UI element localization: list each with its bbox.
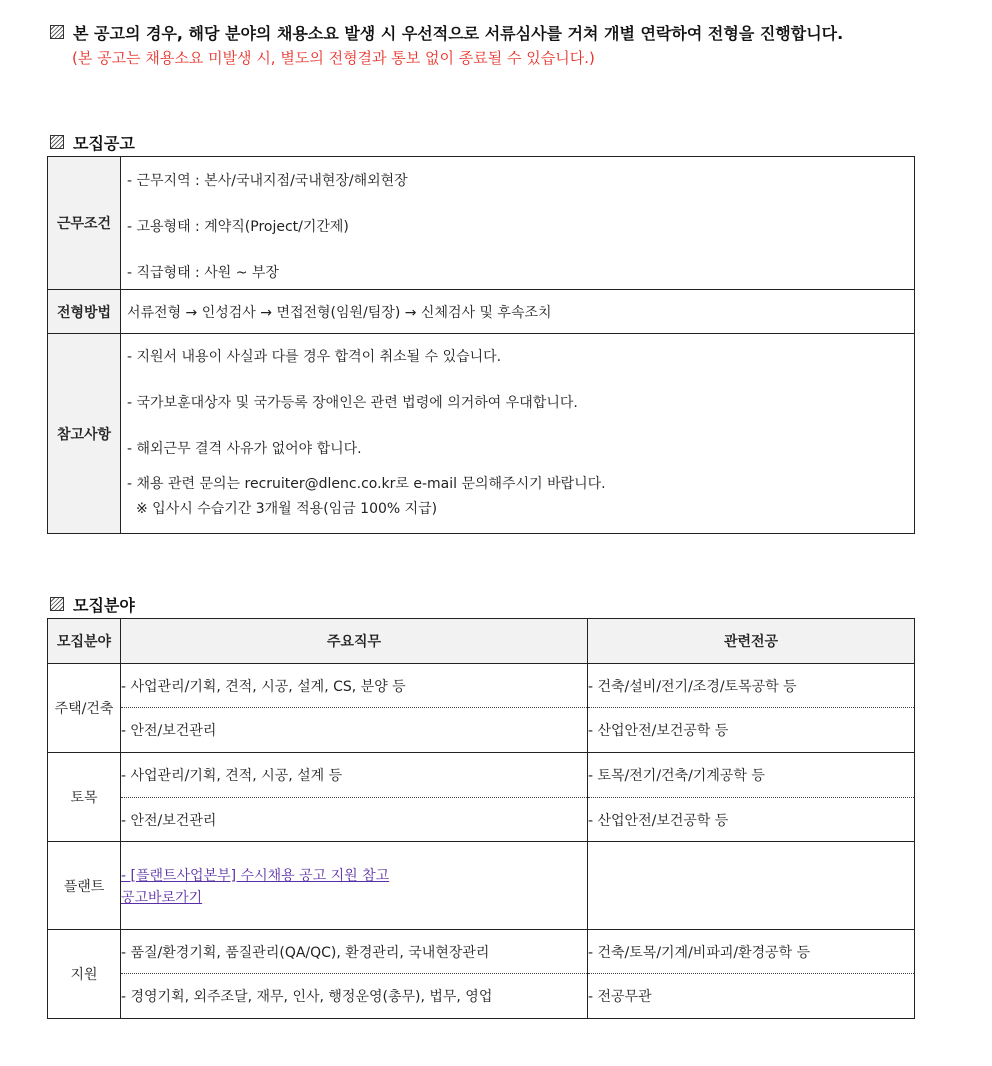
- recruit-fields-table: [47, 618, 915, 1019]
- major-cell: - 산업안전/보건공학 등: [588, 798, 915, 842]
- table-row: [48, 664, 915, 708]
- table-row: [48, 974, 915, 1019]
- field-housing: 주택/건축: [48, 664, 121, 753]
- major-cell: - 산업안전/보건공학 등: [588, 708, 915, 753]
- note-line: - 채용 관련 문의는 recruiter@dlenc.co.kr로 e-mail 문의해주시기 바랍니다.: [127, 476, 606, 492]
- header-duty: 주요직무: [121, 619, 588, 664]
- major-cell: - 건축/토목/기계/비파괴/환경공학 등: [588, 930, 915, 974]
- major-cell: - 전공무관: [588, 974, 915, 1019]
- duty-cell: - 경영기획, 외주조달, 재무, 인사, 행정운영(총무), 법무, 영업: [121, 974, 588, 1019]
- notes-label: 참고사항: [48, 334, 121, 534]
- field-civil: 토목: [48, 753, 121, 842]
- work-conditions-label: 근무조건: [48, 157, 121, 290]
- work-condition-line: - 직급형태 : 사원 ~ 부장: [127, 265, 279, 281]
- notice-block: [50, 18, 950, 70]
- hatched-square-icon: [50, 25, 64, 39]
- table-row: [48, 708, 915, 753]
- note-line: ※ 입사시 수습기간 3개월 적용(임금 100% 지급): [136, 501, 438, 517]
- process-text: 서류전형 → 인성검사 → 면접전형(임원/팀장) → 신체검사 및 후속조치: [121, 290, 915, 334]
- plant-recruit-link[interactable]: - [플랜트사업본부] 수시채용 공고 지원 참고: [121, 867, 390, 884]
- notice-main: [50, 18, 950, 46]
- field-support: 지원: [48, 930, 121, 1019]
- duty-cell: - 사업관리/기획, 견적, 시공, 설계 등: [121, 753, 588, 798]
- section-title-text: 모집공고: [73, 133, 135, 153]
- work-condition-line: - 근무지역 : 본사/국내지점/국내현장/해외현장: [127, 173, 408, 189]
- section-title-text: 모집분야: [73, 595, 135, 615]
- plant-link-line: [121, 887, 587, 907]
- work-condition-line: - 고용형태 : 계약직(Project/기간제): [127, 219, 349, 235]
- table-row: [48, 157, 915, 290]
- hatched-square-icon: [50, 135, 64, 149]
- process-label: 전형방법: [48, 290, 121, 334]
- notice-sub-text: (본 공고는 채용소요 미발생 시, 별도의 전형결과 통보 없이 종료될 수 있습니다.): [72, 49, 595, 67]
- table-row: [48, 798, 915, 842]
- duty-cell: - 품질/환경기획, 품질관리(QA/QC), 환경관리, 국내현장관리: [121, 930, 588, 974]
- field-plant: 플랜트: [48, 842, 121, 930]
- note-line: - 해외근무 결격 사유가 없어야 합니다.: [127, 441, 362, 457]
- hatched-square-icon: [50, 597, 64, 611]
- table-row: [48, 334, 915, 534]
- note-line: - 지원서 내용이 사실과 다를 경우 합격이 취소될 수 있습니다.: [127, 349, 502, 365]
- work-conditions-content: [121, 157, 915, 290]
- section-title-recruit-notice: [50, 130, 135, 154]
- header-major: 관련전공: [588, 619, 915, 664]
- header-field: 모집분야: [48, 619, 121, 664]
- major-cell: - 건축/설비/전기/조경/토목공학 등: [588, 664, 915, 708]
- duty-cell: - 안전/보건관리: [121, 708, 588, 753]
- table-row: [48, 842, 915, 930]
- table-row: [48, 930, 915, 974]
- plant-shortcut-link[interactable]: 공고바로가기: [121, 889, 203, 906]
- section-title-recruit-fields: [50, 592, 135, 616]
- table-header-row: [48, 619, 915, 664]
- plant-duty-cell: [121, 842, 588, 930]
- plant-major-cell: [588, 842, 915, 930]
- table-row: [48, 290, 915, 334]
- table-row: [48, 753, 915, 798]
- note-line: - 국가보훈대상자 및 국가등록 장애인은 관련 법령에 의거하여 우대합니다.: [127, 395, 578, 411]
- duty-cell: - 안전/보건관리: [121, 798, 588, 842]
- duty-cell: - 사업관리/기획, 견적, 시공, 설계, CS, 분양 등: [121, 664, 588, 708]
- plant-link-line: [121, 865, 587, 885]
- notice-main-text: 본 공고의 경우, 해당 분야의 채용소요 발생 시 우선적으로 서류심사를 거쳐 개별 연락하여 전형을 진행합니다.: [73, 23, 844, 43]
- recruit-notice-table: [47, 156, 915, 534]
- major-cell: - 토목/전기/건축/기계공학 등: [588, 753, 915, 798]
- notes-content: [121, 334, 915, 534]
